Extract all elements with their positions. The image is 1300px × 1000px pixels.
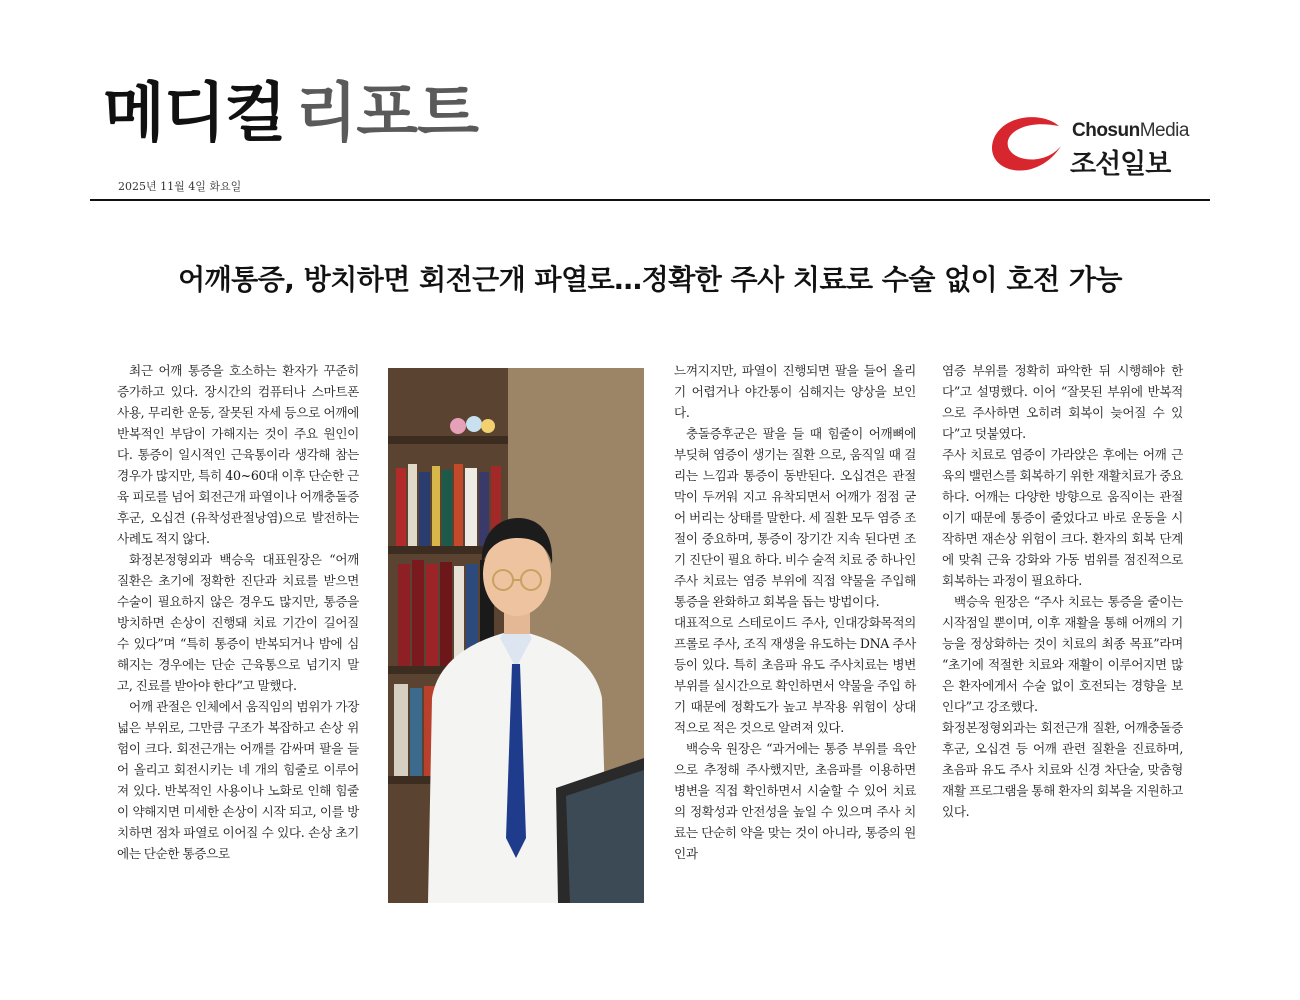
paragraph: 화정본정형외과 백승욱 대표원장은 “어깨 질환은 초기에 정확한 진단과 치료를 받으면 수술이 필요하지 않은 경우도 많지만, 통증을 방치하면 손상이 진행돼 치료 기간이 길어질 수 있다”며 “특히 통증이 반복되거나 밤에 심해지는 경우에는 단순 근육통으로 넘기지 말고, 진료를 받아야 한다”고 말했다. <box>117 552 359 693</box>
brand-name-ko: 조선일보 <box>1070 149 1171 180</box>
article-column-1 <box>117 360 359 864</box>
paragraph: 느껴지지만, 파열이 진행되면 팔을 들어 올리기 어렵거나 야간통이 심해지는 양상을 보인다. <box>674 363 916 420</box>
paragraph: 백승욱 원장은 “과거에는 통증 부위를 육안으로 추정해 주사했지만, 초음파를 이용하면 병변을 직접 확인하면서 시술할 수 있어 치료의 정확성과 안전성을 높일 수 있으며 주사 치료는 단순히 약을 맞는 것이 아니라, 통증의 원인과 <box>674 741 916 861</box>
paragraph: 충돌증후군은 팔을 들 때 힘줄이 어깨뼈에 부딪혀 염증이 생기는 질환 으로, 움직일 때 걸리는 느낌과 통증이 동반된다. 오십견은 관절막이 두꺼워 지고 유착되면서 어깨가 점점 굳어 버리는 상태를 말한다. 세 질환 모두 염증 조절이 중요하며, 통증이 장기간 지속 된다면 조기 진단이 필요 하다. 비수 술적 치료 중 하나인 주사 치료는 염증 부위에 직접 약물을 주입해 통증을 완화하고 회복을 돕는 방법이다. <box>674 426 916 609</box>
doctor-portrait-photo <box>388 368 644 903</box>
masthead-title <box>103 77 478 151</box>
paragraph: 염증 부위를 정확히 파악한 뒤 시행해야 한다”고 설명했다. 이어 “잘못된 부위에 반복적으로 주사하면 오히려 회복이 늦어질 수 있다”고 덧붙였다. <box>942 363 1183 441</box>
chosun-swoosh-icon <box>985 112 1065 174</box>
article-column-3 <box>674 360 916 864</box>
issue-date: 2025년 11월 4일 화요일 <box>118 180 242 193</box>
paragraph: 대표적으로 스테로이드 주사, 인대강화목적의 프롤로 주사, 조직 재생을 유도하는 DNA 주사 등이 있다. 특히 초음파 유도 주사치료는 병변 부위를 실시간으로 확인하면서 약물을 주입 하기 때문에 정확도가 높고 부작용 위험이 상대적으로 적은 것으로 알려져 있다. <box>674 615 916 735</box>
paragraph: 화정본정형외과는 회전근개 질환, 어깨충돌증후군, 오십견 등 어깨 관련 질환을 진료하며, 초음파 유도 주사 치료와 신경 차단술, 맞춤형 재활 프로그램을 통해 환자의 회복을 지원하고 있다. <box>942 720 1183 819</box>
paragraph: 주사 치료로 염증이 가라앉은 후에는 어깨 근육의 밸런스를 회복하기 위한 재활치료가 중요하다. 어깨는 다양한 방향으로 움직이는 관절이기 때문에 통증이 줄었다고 바로 운동을 시작하면 재손상 위험이 크다. 환자의 회복 단계에 맞춰 근육 강화와 가동 범위를 점진적으로 회복하는 과정이 필요하다. <box>942 447 1183 588</box>
brand-name-en: ChosunMedia <box>1072 120 1189 141</box>
brand-logo <box>985 112 1205 180</box>
paragraph: 최근 어깨 통증을 호소하는 환자가 꾸준히 증가하고 있다. 장시간의 컴퓨터나 스마트폰 사용, 무리한 운동, 잘못된 자세 등으로 어깨에 반복적인 부담이 가해지는 것이 주요 원인이다. 통증이 일시적인 근육통이라 생각해 참는 경우가 많지만, 특히 40~60대 이후 단순한 근육 피로를 넘어 회전근개 파열이나 어깨충돌증후군, 오십견 (유착성관절낭염)으로 발전하는 사례도 적지 않다. <box>117 363 359 546</box>
photo-illustration <box>388 368 644 903</box>
masthead-title-main: 메디컬 <box>103 77 286 151</box>
paragraph: 어깨 관절은 인체에서 움직임의 범위가 가장 넓은 부위로, 그만큼 구조가 복잡하고 손상 위험이 크다. 회전근개는 어깨를 감싸며 팔을 들어 올리고 회전시키는 네 개의 힘줄로 이루어져 있다. 반복적인 사용이나 노화로 인해 힘줄이 약해지면 미세한 손상이 시작 되고, 이를 방치하면 점차 파열로 이어질 수 있다. 손상 초기에는 단순한 통증으로 <box>117 699 359 861</box>
paragraph: 백승욱 원장은 “주사 치료는 통증을 줄이는 시작점일 뿐이며, 이후 재활을 통해 어깨의 기능을 정상화하는 것이 치료의 최종 목표”라며 “초기에 적절한 치료와 재활이 이루어지면 많은 환자에게서 수술 없이 호전되는 경향을 보인다”고 강조했다. <box>942 594 1183 714</box>
article-column-4 <box>942 360 1183 822</box>
masthead-title-sub: 리포트 <box>295 77 478 151</box>
article-headline: 어깨통증, 방치하면 회전근개 파열로…정확한 주사 치료로 수술 없이 호전 가능 <box>178 263 1122 296</box>
masthead-divider <box>90 199 1210 201</box>
